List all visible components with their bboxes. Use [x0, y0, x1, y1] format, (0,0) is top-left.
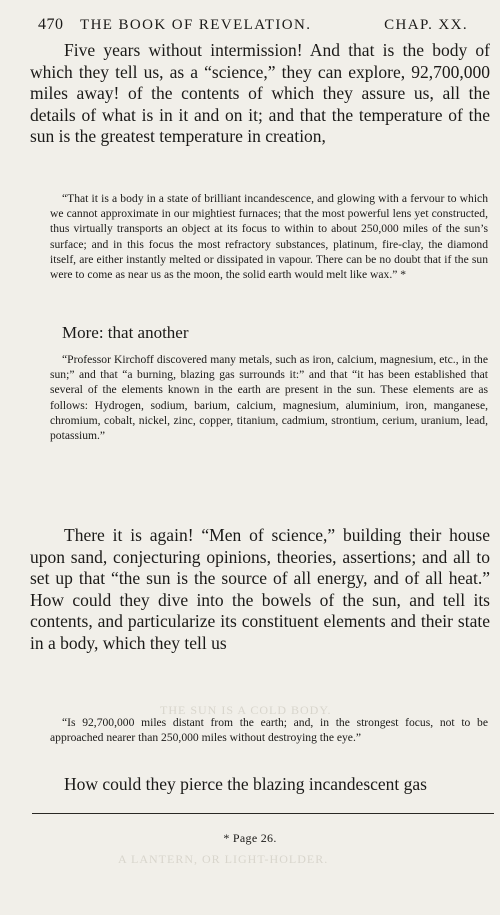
block-quote: “Is 92,700,000 miles distant from the earth; and, in the strongest focus, not to be approached nearer than 250,000 miles without destroying the eye.” [50, 716, 488, 745]
paragraph: There it is again! “Men of science,” building their house upon sand, conjecturing opinions, theories, assertions; and all to set up that “the sun is the source of all energy, and of all heat.” How could they dive into the bowels of the sun, and tell its contents, and particularize its constituent elements and their state in a body, which they tell us [30, 525, 490, 653]
show-through-heading: THE SUN IS A COLD BODY. [160, 703, 332, 717]
chapter-label: CHAP. XX. [384, 17, 468, 33]
show-through-heading: A LANTERN, OR LIGHT-HOLDER. [118, 852, 329, 866]
paragraph: More: that another [62, 323, 189, 342]
footnote-rule [32, 813, 494, 814]
running-head [38, 16, 482, 40]
paragraph: Five years without intermission! And that is the body of which they tell us, as a “science,” they can explore, 92,700,000 miles away! of the contents of which they assure us, all the details of what is in it and on it; and that the temperature of the sun is the greatest temperature in creation, [30, 40, 490, 146]
paragraph: How could they pierce the blazing incandescent gas [64, 774, 427, 794]
page-number: 470 [38, 16, 64, 33]
book-title: THE BOOK OF REVELATION. [80, 17, 312, 33]
footnote: * Page 26. [223, 831, 277, 845]
block-quote: “Professor Kirchoff discovered many metals, such as iron, calcium, magnesium, etc., in the sun;” and that “a burning, blazing gas surrounds it:” and that “it has been established that several of the elements known in the earth are present in the sun. These elements are as follows: Hydrogen, sodium, barium, calcium, magnesium, aluminium, iron, manganese, chromium, cobalt, nickel, zinc, copper, titanium, cadmium, strontium, cerium, uranium, lead, potassium.” [50, 353, 488, 443]
block-quote: “That it is a body in a state of brilliant incandescence, and glowing with a fervour to which we cannot approximate in our mightiest furnaces; that the most powerful lens yet constructed, thus virtually transports an object at its focus to within to about 250,000 miles of the sun’s surface; and in this focus the most refractory substances, platinum, fire-clay, the diamond itself, are either instantly melted or dissipated in vapour. There can be no doubt that if the sun were to come as near us as the moon, the solid earth would melt like wax.” * [50, 192, 488, 282]
